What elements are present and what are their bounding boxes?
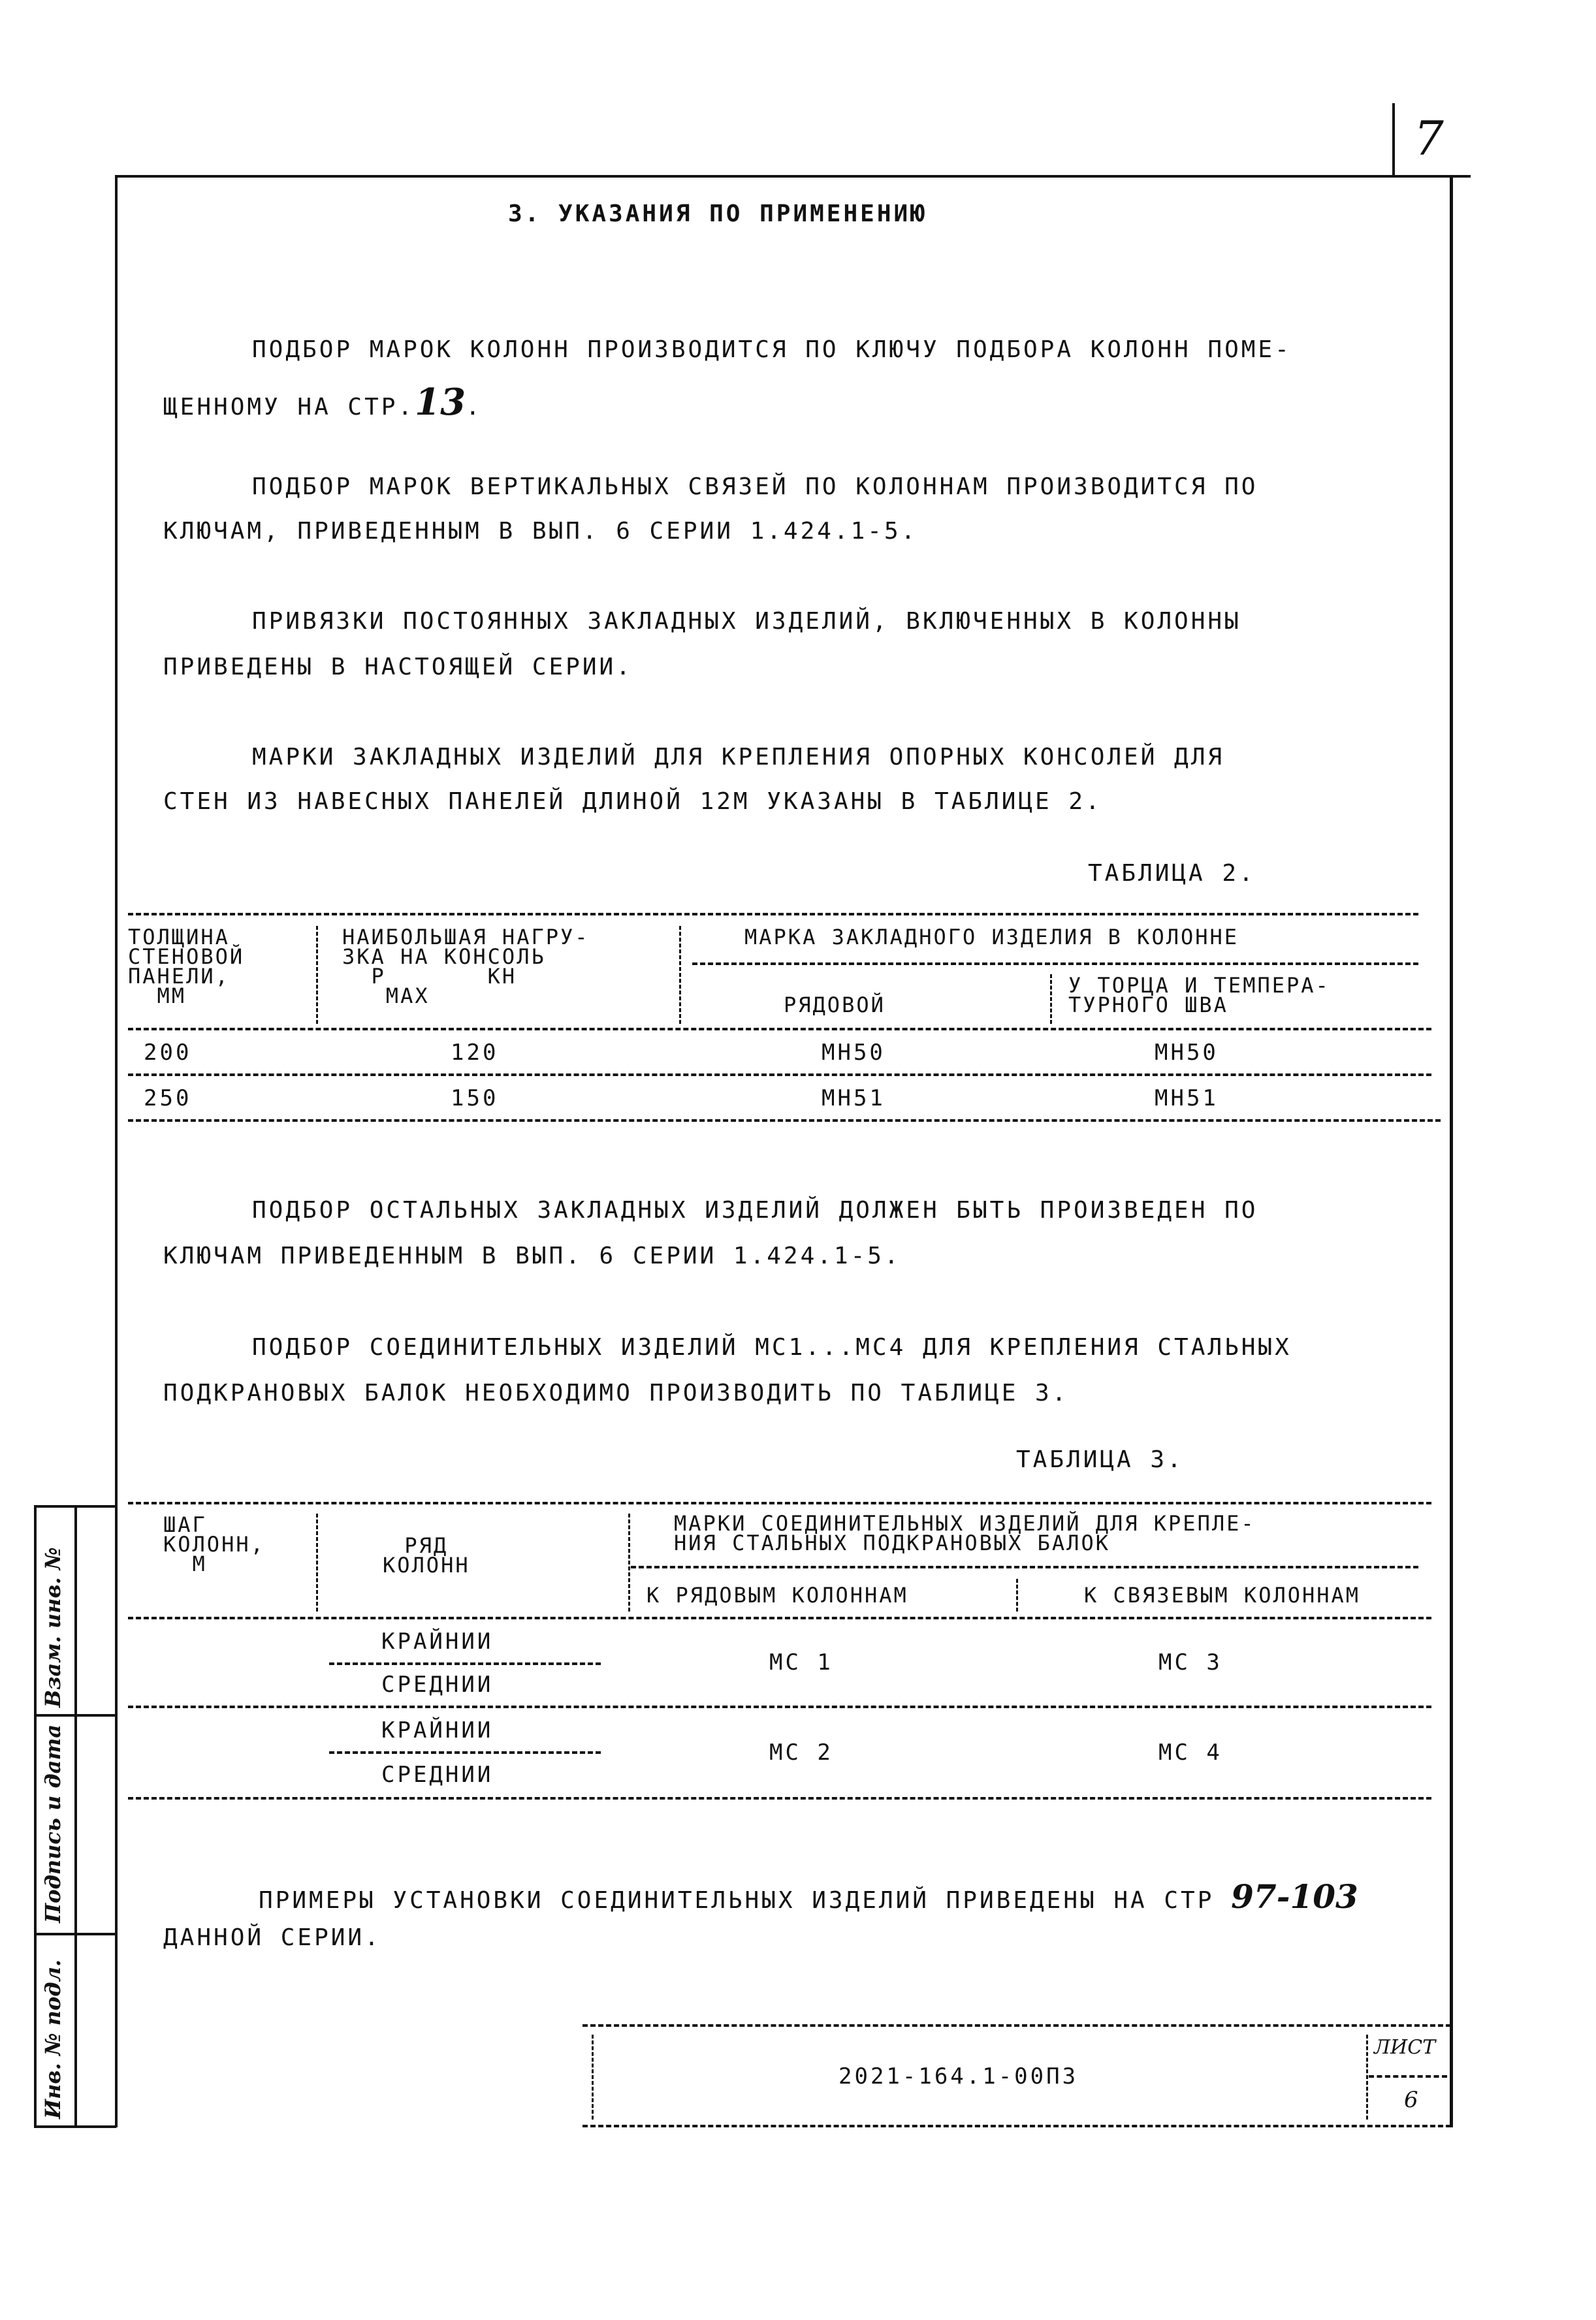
table-3-col-sep-1 <box>316 1514 318 1612</box>
stamp-sheet-sep <box>1366 2035 1368 2120</box>
table-2-header-thickness: ТОЛЩИНА СТЕНОВОЙ ПАНЕЛИ, ММ <box>128 925 245 1008</box>
table-2-r1-load: 120 <box>451 1040 499 1066</box>
table-2-r1-row: МН50 <box>822 1040 886 1066</box>
paragraph-4-line-1: МАРКИ ЗАКЛАДНЫХ ИЗДЕЛИЙ ДЛЯ КРЕПЛЕНИЯ ОПОРНЫХ КОНСОЛЕЙ ДЛЯ <box>252 744 1225 771</box>
table-3-g1-inner-rule <box>329 1662 601 1665</box>
paragraph-7-line-1: ПРИМЕРЫ УСТАНОВКИ СОЕДИНИТЕЛЬНЫХ ИЗДЕЛИЙ ПРИВЕДЕНЫ НА СТР 97-103 <box>259 1877 1358 1916</box>
stamp-document-code: 2021-164.1-00П3 <box>838 2063 1079 2090</box>
table-3-top-rule <box>128 1502 1431 1504</box>
table-2-row-rule <box>128 1073 1431 1076</box>
table-2-r1-end: МН50 <box>1155 1040 1219 1066</box>
table-2-header-mark: МАРКА ЗАКЛАДНОГО ИЗДЕЛИЯ В КОЛОННЕ <box>744 925 1239 949</box>
stamp-sheet-rule <box>1369 2075 1447 2078</box>
paragraph-4-line-2: СТЕН ИЗ НАВЕСНЫХ ПАНЕЛЕЙ ДЛИНОЙ 12М УКАЗАНЫ В ТАБЛИЦЕ 2. <box>163 788 1102 815</box>
side-label-signature-date: Подпись и дата <box>40 1724 65 1923</box>
side-strip-div2 <box>34 1933 116 1935</box>
section-title: 3. УКАЗАНИЯ ПО ПРИМЕНЕНИЮ <box>508 200 927 227</box>
table-3-group-rule <box>128 1706 1431 1708</box>
page-reference: 13 <box>415 381 466 424</box>
table-3-caption: ТАБЛИЦА 3. <box>1016 1446 1184 1473</box>
frame-left <box>115 175 118 2127</box>
table-3-header-bracing: К СВЯЗЕВЫМ КОЛОННАМ <box>1084 1583 1361 1608</box>
paragraph-1-line-2: ЩЕННОМУ НА СТР.13. <box>163 381 483 424</box>
table-2-r2-load: 150 <box>451 1085 499 1111</box>
page-number-box-line <box>1392 103 1395 175</box>
stamp-left-rule <box>592 2035 594 2120</box>
table-2-col-sep-2 <box>679 926 681 1024</box>
paragraph-5-line-1: ПОДБОР ОСТАЛЬНЫХ ЗАКЛАДНЫХ ИЗДЕЛИЙ ДОЛЖЕН БЫТЬ ПРОИЗВЕДЕН ПО <box>252 1197 1258 1224</box>
table-2-sub-rule <box>692 962 1418 965</box>
side-label-inv-original: Инв. № подл. <box>40 1959 65 2119</box>
table-2-r2-end: МН51 <box>1155 1085 1219 1111</box>
stamp-bottom-rule <box>583 2125 1451 2127</box>
table-2-bottom-rule <box>128 1119 1441 1122</box>
table-3-col-sep-3 <box>1016 1579 1018 1612</box>
paragraph-7-line-2: ДАННОЙ СЕРИИ. <box>163 1924 381 1951</box>
table-3-g1-row-a: КРАЙНИИ <box>381 1629 494 1655</box>
frame-top <box>115 175 1471 178</box>
table-3-header-rule <box>128 1617 1431 1619</box>
paragraph-5-line-2: КЛЮЧАМ ПРИВЕДЕННЫМ В ВЫП. 6 СЕРИИ 1.424.1-5. <box>163 1243 901 1269</box>
table-3-g2-ordinary: МС 2 <box>769 1740 833 1766</box>
paragraph-3-line-2: ПРИВЕДЕНЫ В НАСТОЯЩЕЙ СЕРИИ. <box>163 654 633 680</box>
table-2-r1-thickness: 200 <box>144 1040 192 1066</box>
table-3-g2-bracing: МС 4 <box>1158 1740 1222 1766</box>
stamp-top-rule <box>583 2024 1451 2027</box>
paragraph-1-line-1: ПОДБОР МАРОК КОЛОНН ПРОИЗВОДИТСЯ ПО КЛЮЧУ ПОДБОРА КОЛОНН ПОМЕ- <box>252 336 1292 363</box>
table-3-g1-ordinary: МС 1 <box>769 1649 833 1676</box>
table-2-top-rule <box>128 913 1418 915</box>
table-3-col-sep-2 <box>628 1514 630 1612</box>
table-3-g1-row-b: СРЕДНИИ <box>381 1672 494 1698</box>
table-2-header-rule <box>128 1028 1431 1030</box>
table-2-caption: ТАБЛИЦА 2. <box>1088 860 1256 887</box>
table-3-header-step: ШАГ КОЛОНН, М <box>163 1512 265 1576</box>
table-2-header-row: РЯДОВОЙ <box>784 993 886 1017</box>
paragraph-3-line-1: ПРИВЯЗКИ ПОСТОЯННЫХ ЗАКЛАДНЫХ ИЗДЕЛИЙ, ВКЛЮЧЕННЫХ В КОЛОННЫ <box>252 608 1241 635</box>
frame-right <box>1450 175 1453 2127</box>
table-2-header-end: У ТОРЦА И ТЕМПЕРА- ТУРНОГО ШВА <box>1068 973 1330 1017</box>
side-strip-div1 <box>34 1714 116 1717</box>
table-3-header-marks: МАРКИ СОЕДИНИТЕЛЬНЫХ ИЗДЕЛИЙ ДЛЯ КРЕПЛЕ- НИЯ СТАЛЬНЫХ ПОДКРАНОВЫХ БАЛОК <box>674 1511 1256 1555</box>
table-2-col-sep-1 <box>316 926 318 1024</box>
table-3-g2-row-a: КРАЙНИИ <box>381 1717 494 1743</box>
table-3-header-row: РЯД КОЛОНН <box>383 1533 470 1578</box>
page-number: 7 <box>1414 111 1444 166</box>
paragraph-6-line-1: ПОДБОР СОЕДИНИТЕЛЬНЫХ ИЗДЕЛИЙ МС1...МС4 ДЛЯ КРЕПЛЕНИЯ СТАЛЬНЫХ <box>252 1334 1292 1361</box>
side-strip-inner <box>74 1505 77 2127</box>
paragraph-6-line-2: ПОДКРАНОВЫХ БАЛОК НЕОБХОДИМО ПРОИЗВОДИТЬ ПО ТАБЛИЦЕ 3. <box>163 1380 1069 1406</box>
side-strip-left <box>34 1505 37 2127</box>
table-3-sub-rule <box>631 1566 1418 1568</box>
table-2-col-sep-3 <box>1050 974 1052 1024</box>
table-3-header-ordinary: К РЯДОВЫМ КОЛОННАМ <box>646 1583 908 1608</box>
stamp-sheet-label: ЛИСТ <box>1374 2036 1436 2059</box>
stamp-sheet-number: 6 <box>1404 2087 1418 2113</box>
table-2-r2-thickness: 250 <box>144 1085 192 1111</box>
table-3-g1-bracing: МС 3 <box>1158 1649 1222 1676</box>
table-2-header-load: НАИБОЛЬШАЯ НАГРУ- ЗКА НА КОНСОЛЬ Р КН МАХ <box>342 925 590 1008</box>
table-2-r2-row: МН51 <box>822 1085 886 1111</box>
side-strip-top <box>34 1505 116 1508</box>
pages-reference: 97-103 <box>1231 1877 1358 1916</box>
paragraph-2-line-1: ПОДБОР МАРОК ВЕРТИКАЛЬНЫХ СВЯЗЕЙ ПО КОЛОННАМ ПРОИЗВОДИТСЯ ПО <box>252 473 1258 500</box>
table-3-g2-inner-rule <box>329 1751 601 1754</box>
side-strip-bottom <box>34 2125 116 2128</box>
paragraph-2-line-2: КЛЮЧАМ, ПРИВЕДЕННЫМ В ВЫП. 6 СЕРИИ 1.424.1-5. <box>163 518 918 545</box>
table-3-bottom-rule <box>128 1797 1431 1800</box>
side-label-replace-inv: Взам. инв. № <box>40 1547 65 1708</box>
table-3-g2-row-b: СРЕДНИИ <box>381 1762 494 1788</box>
